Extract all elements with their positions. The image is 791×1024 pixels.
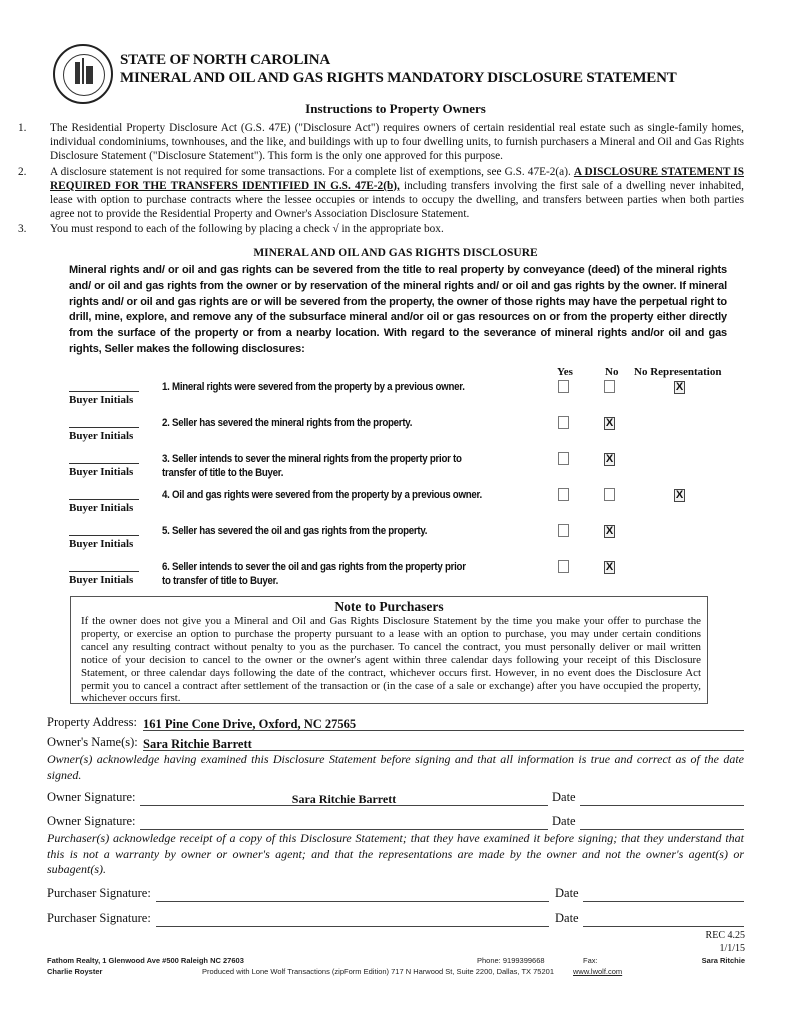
purchaser-acknowledgment: Purchaser(s) acknowledge receipt of a copy of this Disclosure Statement; that they have examined it before signing; that they understand that this is not a warranty by owner or owner's agent; and that the representations are made by the owner and not the owner's agent(s) or subagent(s). [47,831,744,876]
buyer-initials-field[interactable] [69,499,139,500]
q2-yes-checkbox[interactable] [558,416,569,429]
q6-yes-checkbox[interactable] [558,560,569,573]
q5-yes-checkbox[interactable] [558,524,569,537]
file-name: Sara Ritchie [701,956,745,965]
buyer-initials-field[interactable] [69,427,139,428]
owner-acknowledgment: Owner(s) acknowledge having examined this Disclosure Statement before signing and that all information is true and correct as of the date signed. [47,752,744,782]
col-no: No [605,366,619,378]
buyer-initials-label: Buyer Initials [69,538,134,550]
q2-no-checkbox[interactable]: X [605,417,614,429]
owner-date-field-2[interactable] [580,814,744,830]
question-5: 5. Seller has severed the oil and gas rights from the property. [162,525,428,537]
note-body: If the owner does not give you a Mineral and Oil and Gas Rights Disclosure Statement by the time you make your offer to purchase the property, or exercise an option to purchase the property pursuant to a lease with an option to purchase, you may under certain conditions cancel any resulting contract without penalty to you as the purchaser. To cancel the contract, you must personally deliver or mail written notice of your decision to cancel to the owner or the owner's agent within three calendar days following your receipt of this Disclosure Statement, or three calendar days following the date of the contract, whichever occurs first. However, in no event does the Disclosure Act permit you to cancel a contract after settlement of the transaction or (in the case of a sale or exchange) after you have occupied the property, whichever occurs first. [81,615,701,705]
q3-yes-checkbox[interactable] [558,452,569,465]
purchaser-signature-field-2[interactable] [156,911,549,927]
question-3-cont: transfer of title to the Buyer. [162,467,284,479]
form-code: REC 4.25 [705,930,745,941]
disclosure-intro: Mineral rights and/ or oil and gas rights can be severed from the title to real property by conveyance (deed) of the mineral rights and/ or oil and gas rights from the owner or by reservation of the mineral rights and/ or oil and gas rights by the owner. If mineral rights and/ or oil and gas rights are or will be severed from the property, the owner of those rights may have the perpetual right to drill, mine, explore, and remove any of the subsurface mineral and/or oil or gas resources on or from the property either directly from the surface of the property or from a nearby location. With regard to the severance of mineral rights and/or oil and gas rights, Seller makes the following disclosures: [69,264,727,355]
title-form: MINERAL AND OIL AND GAS RIGHTS MANDATORY DISCLOSURE STATEMENT [120,70,677,86]
owner-signature-label: Owner Signature: [47,814,136,828]
date-label: Date [552,814,576,828]
phone: Phone: 9199399668 [477,956,545,965]
question-2: 2. Seller has severed the mineral rights from the property. [162,417,413,429]
purchaser-signature-field[interactable] [156,886,549,902]
col-yes: Yes [557,366,573,378]
date-label: Date [555,911,579,925]
purchaser-date-field-2[interactable] [583,911,744,927]
disclosure-heading: MINERAL AND OIL AND GAS RIGHTS DISCLOSURE [253,247,538,259]
purchaser-signature-label: Purchaser Signature: [47,911,151,925]
produced-by: Produced with Lone Wolf Transactions (zipForm Edition) 717 N Harwood St, Suite 2200, Dallas, TX 75201 [202,967,554,976]
owner-date-field[interactable] [580,790,744,806]
statute-reference-link: A DISCLOSURE STATEMENT IS REQUIRED FOR THE TRANSFERS IDENTIFIED IN G.S. 47E-2(b), [50,165,744,192]
q4-yes-checkbox[interactable] [558,488,569,501]
q3-no-checkbox[interactable]: X [605,453,614,465]
question-3: 3. Seller intends to sever the mineral rights from the property prior to [162,453,462,465]
question-1: 1. Mineral rights were severed from the property by a previous owner. [162,381,465,393]
note-title: Note to Purchasers [334,599,444,614]
instructions-list [18,121,744,238]
date-label: Date [552,790,576,804]
owner-signature-label: Owner Signature: [47,790,136,804]
buyer-initials-label: Buyer Initials [69,430,134,442]
agent-name: Charlie Royster [47,967,103,976]
property-address-field[interactable]: 161 Pine Cone Drive, Oxford, NC 27565 [143,715,744,731]
purchaser-date-field[interactable] [583,886,744,902]
buyer-initials-field[interactable] [69,535,139,536]
question-6-cont: to transfer of title to Buyer. [162,575,279,587]
buyer-initials-field[interactable] [69,391,139,392]
question-6: 6. Seller intends to sever the oil and gas rights from the property prior [162,561,466,573]
q4-no-rep-checkbox[interactable]: X [675,489,684,501]
instruction-item: 3. You must respond to each of the following by placing a check √ in the appropriate box. [18,223,444,236]
q1-no-checkbox[interactable] [604,380,615,393]
title-state: STATE OF NORTH CAROLINA [120,52,331,68]
owner-signature-field[interactable]: Sara Ritchie Barrett [140,790,548,806]
buyer-initials-label: Buyer Initials [69,394,134,406]
note-to-purchasers-box [70,596,708,704]
buyer-initials-label: Buyer Initials [69,502,134,514]
property-address-label: Property Address: [47,715,137,729]
brokerage-info: Fathom Realty, 1 Glenwood Ave #500 Raleigh NC 27603 [47,956,244,965]
buyer-initials-label: Buyer Initials [69,574,134,586]
website-link[interactable]: www.lwolf.com [573,967,623,976]
q1-no-rep-checkbox[interactable]: X [675,381,684,393]
nc-state-seal-icon [53,44,113,104]
owner-signature-field-2[interactable] [140,814,548,830]
owner-names-label: Owner's Name(s): [47,735,138,749]
instruction-item: 1. The Residential Property Disclosure Act (G.S. 47E) ("Disclosure Act") requires owners of certain residential real estate such as single-family homes, individual condominiums, townhouses, and the like, and buildings with up to four dwelling units, to furnish purchasers a Mineral and Oil and Gas Rights Disclosure Statement ("Disclosure Statement"). This form is the only one approved for this purpose. [18,122,744,163]
question-4: 4. Oil and gas rights were severed from the property by a previous owner. [162,489,482,501]
date-label: Date [555,886,579,900]
form-date: 1/1/15 [719,943,745,954]
col-no-representation: No Representation [634,366,722,378]
q1-yes-checkbox[interactable] [558,380,569,393]
instruction-item: 2. A disclosure statement is not required for some transactions. For a complete list of exemptions, see G.S. 47E-2(a). A DISCLOSURE STATEMENT IS REQUIRED FOR THE TRANSFERS IDENTIFIED IN G.S. 47E-2(b), including transfers involving the first sale of a dwelling never inhabited, lease with option to purchase contracts where the lessee occupies or intends to occupy the dwelling, and transfers between parties when both parties agree not to provide the Residential Property and Owner's Association Disclosure Statement. [18,165,744,221]
buyer-initials-field[interactable] [69,571,139,572]
q6-no-checkbox[interactable]: X [605,561,614,573]
owner-names-field[interactable]: Sara Ritchie Barrett [143,735,744,751]
q5-no-checkbox[interactable]: X [605,525,614,537]
purchaser-signature-label: Purchaser Signature: [47,886,151,900]
instructions-heading: Instructions to Property Owners [305,101,486,116]
fax: Fax: [583,956,598,965]
buyer-initials-field[interactable] [69,463,139,464]
q4-no-checkbox[interactable] [604,488,615,501]
buyer-initials-label: Buyer Initials [69,466,134,478]
